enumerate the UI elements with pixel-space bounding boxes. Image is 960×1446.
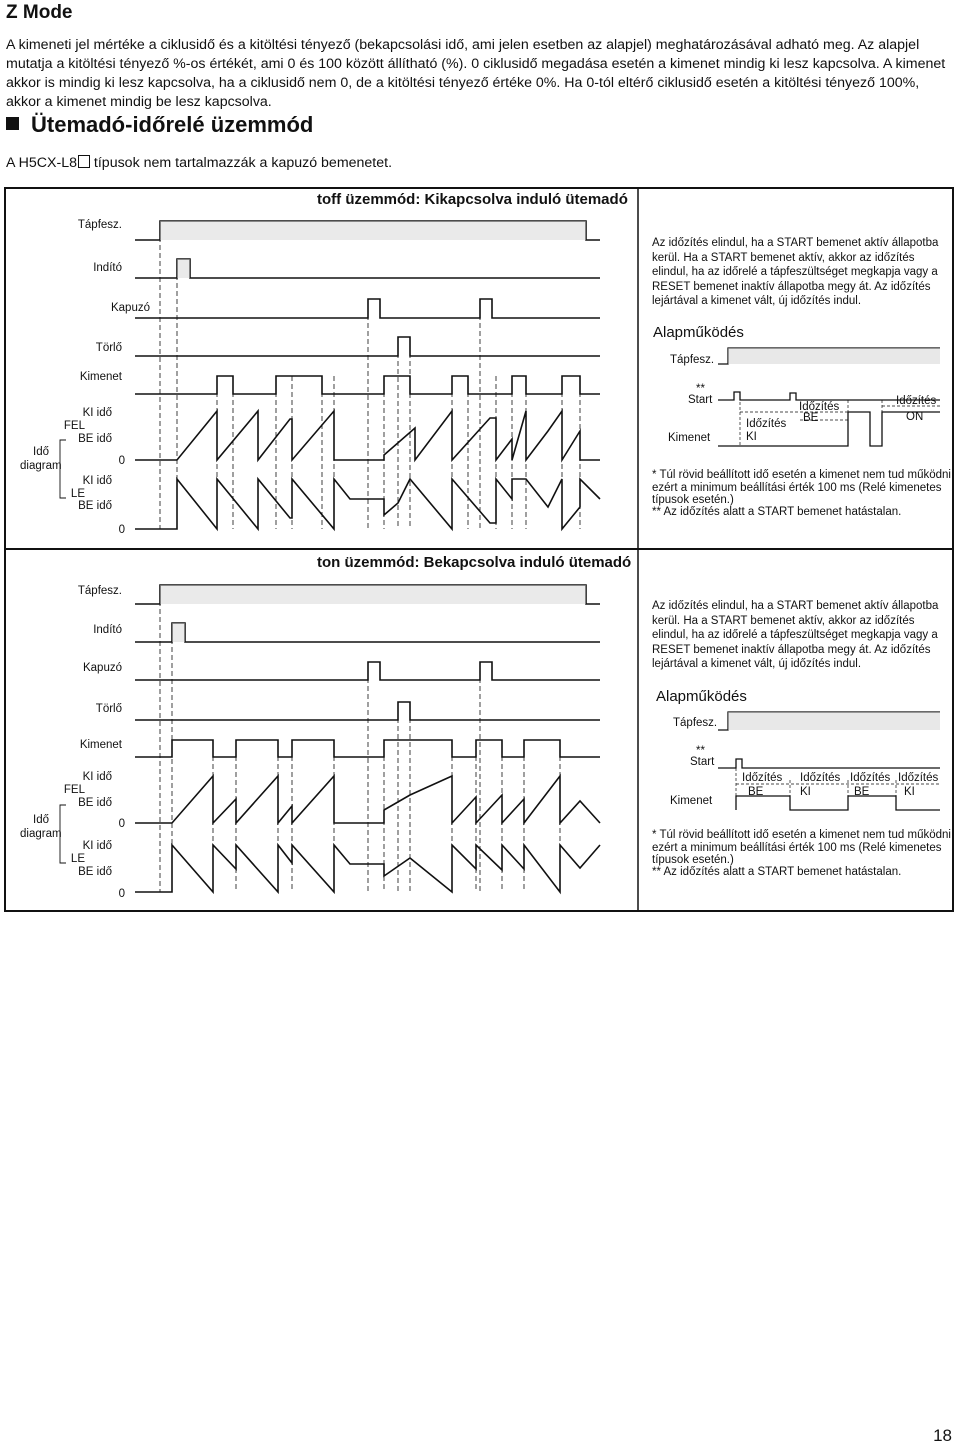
label-zero: 0 xyxy=(118,455,125,467)
label-fel: FEL xyxy=(63,784,85,796)
intro-paragraph: A kimeneti jel mértéke a ciklusidő és a kitöltési tényező (bekapcsolási idő, ami jelen esetben az alapjel) meghatározásával adható meg. Az alapjel mutatja a kitöltési tényező %-os értékét, ami 0 és 100 között állítható (%). 0 ciklusidő megadása esetén a kimenet mindig ki lesz kapcsolva. A kimenet akkor is mindig ki lesz kapcsolva, ha a ciklusidő nem 0, de a kitöltési tényező értéke 0%. Ha 0-tól eltérő ciklusidő esetén a kitöltési tényező 100%, akkor a kimenet mindig be lesz kapcsolva. xyxy=(6,37,946,110)
label-ki-ido: KI idő xyxy=(82,475,112,487)
basic-label-power: Tápfesz. xyxy=(670,354,715,366)
basic-label-start: Start xyxy=(688,394,713,406)
label-diagram: diagram xyxy=(20,828,62,840)
label-power: Tápfesz. xyxy=(77,219,122,231)
label-output: Kimenet xyxy=(79,371,122,383)
basic-timing-2-state: KI xyxy=(800,786,811,798)
label-ido: Idő xyxy=(33,814,49,826)
basic-timing-2: Időzítés xyxy=(800,772,841,784)
basic-timing-1-state: KI xyxy=(746,431,757,443)
label-diagram: diagram xyxy=(20,460,62,472)
basic-label-output: Kimenet xyxy=(670,795,713,807)
description-note: Az időzítés elindul, ha a START bemenet aktív állapotba kerül. Ha a START bemenet aktív, akkor az időzítés elindul, ha az időrelé a tápfeszültséget megkapja vagy a RESET bemenet inaktív állapotba megy át. Az időzítés lejártával a kimenet vált, új időzítés indul. xyxy=(652,600,939,670)
label-zero: 0 xyxy=(118,524,125,536)
label-ki-ido: KI idő xyxy=(82,407,112,419)
label-ki-ido: KI idő xyxy=(82,840,112,852)
panel-title: toff üzemmód: Kikapcsolva induló ütemadó xyxy=(317,191,628,208)
basic-timing-1-state: BE xyxy=(748,786,764,798)
basic-timing-3-state: ON xyxy=(906,411,924,423)
label-le: LE xyxy=(70,488,85,500)
basic-timing-2-state: BE xyxy=(803,412,819,424)
label-be-ido: BE idő xyxy=(78,500,112,512)
label-zero: 0 xyxy=(118,818,125,830)
label-le: LE xyxy=(70,853,85,865)
basic-timing-4: Időzítés xyxy=(898,772,939,784)
label-power: Tápfesz. xyxy=(77,585,122,597)
page-heading: Z Mode xyxy=(6,2,73,23)
label-fel: FEL xyxy=(63,420,85,432)
basic-timing-3: Időzítés xyxy=(850,772,891,784)
basic-timing-4-state: KI xyxy=(904,786,915,798)
label-gate: Kapuzó xyxy=(82,662,122,674)
basic-label-start: Start xyxy=(690,756,715,768)
panel-title: ton üzemmód: Bekapcsolva induló ütemadó xyxy=(317,554,632,571)
basic-label-power: Tápfesz. xyxy=(673,717,718,729)
label-ki-ido: KI idő xyxy=(82,771,112,783)
label-be-ido: BE idő xyxy=(78,866,112,878)
label-zero: 0 xyxy=(118,888,125,900)
label-be-ido: BE idő xyxy=(78,797,112,809)
label-output: Kimenet xyxy=(79,739,122,751)
basic-timing-3: Időzítés xyxy=(896,395,937,407)
basic-timing-3-state: BE xyxy=(854,786,870,798)
page-number: 18 xyxy=(933,1426,952,1445)
footnote-start-ignored: ** Az időzítés alatt a START bemenet hatástalan. xyxy=(652,866,902,878)
footnote-min-time: * Túl rövid beállított idő esetén a kimenet nem tud működni ezért a minimum beállítási érték 100 ms (Relé kimenetes típusok esetén.) xyxy=(652,829,951,866)
footnote-start-ignored: ** Az időzítés alatt a START bemenet hatástalan. xyxy=(652,506,902,518)
section-title-text: Ütemadó-időrelé üzemmód xyxy=(31,112,314,137)
basic-label-stars: ** xyxy=(696,745,705,757)
basic-operation-title: Alapműködés xyxy=(656,688,747,705)
basic-operation-title: Alapműködés xyxy=(653,324,744,341)
model-note: A H5CX-L8 típusok nem tartalmazzák a kapuzó bemenetet. xyxy=(6,155,393,171)
label-ido: Idő xyxy=(33,446,49,458)
footnote-min-time: * Túl rövid beállított idő esetén a kimenet nem tud működni ezért a minimum beállítási érték 100 ms (Relé kimenetes típusok esetén.) xyxy=(652,469,951,506)
label-start: Indító xyxy=(93,262,122,274)
basic-timing-1: Időzítés xyxy=(746,418,787,430)
label-gate: Kapuzó xyxy=(110,302,150,314)
label-start: Indító xyxy=(93,624,122,636)
basic-timing-1: Időzítés xyxy=(742,772,783,784)
label-reset: Törlő xyxy=(95,342,122,354)
basic-timing-2: Időzítés xyxy=(799,401,840,413)
description-note: Az időzítés elindul, ha a START bemenet aktív állapotba kerül. Ha a START bemenet aktív, akkor az időzítés elindul, ha az időrelé a tápfeszültséget megkapja vagy a RESET bemenet inaktív állapotba megy át. Az időzítés lejártával a kimenet vált, új időzítés indul. xyxy=(652,237,939,307)
basic-label-output: Kimenet xyxy=(668,432,711,444)
basic-label-stars: ** xyxy=(696,383,705,395)
label-reset: Törlő xyxy=(95,703,122,715)
label-be-ido: BE idő xyxy=(78,433,112,445)
